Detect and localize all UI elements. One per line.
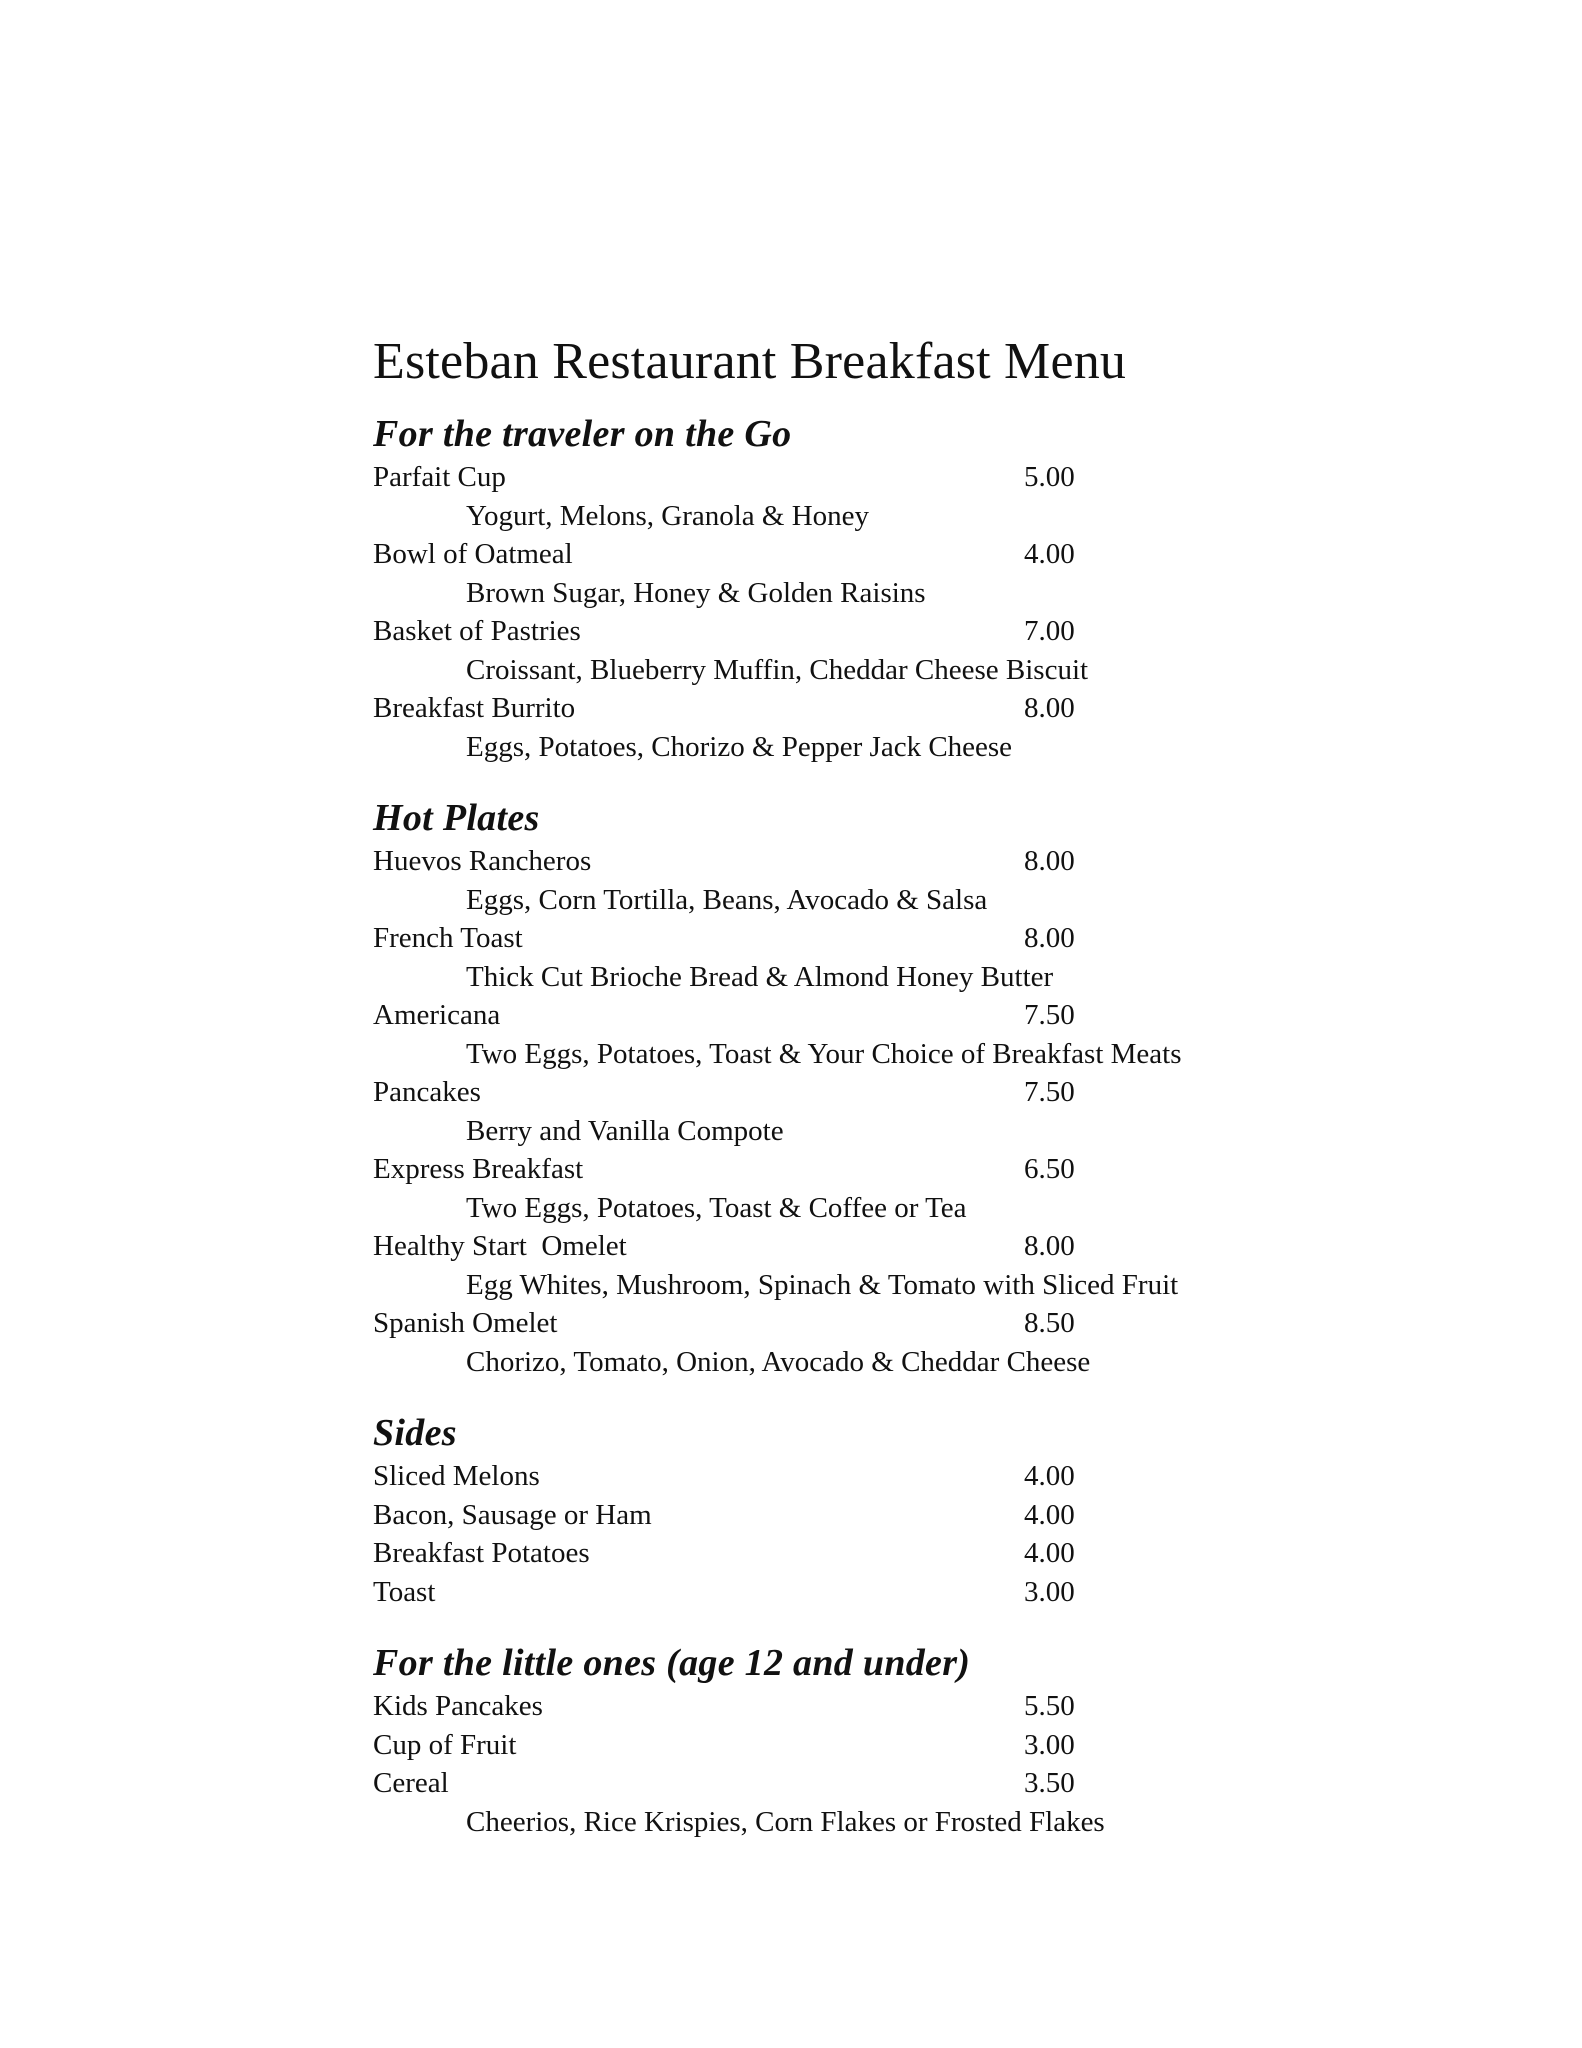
item-description: Egg Whites, Mushroom, Spinach & Tomato with Sliced Fruit: [466, 1268, 1179, 1301]
menu-item-row: [373, 1227, 1373, 1266]
menu-item-row: [373, 689, 1373, 728]
item-description: Yogurt, Melons, Granola & Honey: [466, 499, 870, 532]
item-price: 6.50: [1024, 1153, 1075, 1185]
item-price: 4.00: [1024, 1460, 1075, 1492]
item-name: Huevos Rancheros: [373, 845, 592, 877]
item-description: Eggs, Corn Tortilla, Beans, Avocado & Salsa: [466, 883, 988, 916]
section-hot-plates: [373, 796, 1373, 1381]
section-heading: Hot Plates: [373, 797, 540, 839]
section-heading: For the little ones (age 12 and under): [373, 1642, 971, 1684]
item-description: Brown Sugar, Honey & Golden Raisins: [466, 576, 926, 609]
item-name: Express Breakfast: [373, 1153, 584, 1185]
menu-item-row: [373, 996, 1373, 1035]
item-price: 4.00: [1024, 1498, 1075, 1531]
item-description: Berry and Vanilla Compote: [466, 1114, 784, 1147]
menu-item-row: [373, 1573, 1373, 1612]
item-price: 7.50: [1024, 1076, 1075, 1108]
item-description: Chorizo, Tomato, Onion, Avocado & Cheddar Cheese: [466, 1345, 1091, 1378]
item-description: Thick Cut Brioche Bread & Almond Honey Butter: [466, 960, 1054, 993]
item-name: Kids Pancakes: [373, 1690, 543, 1722]
menu-item-row: [373, 1304, 1373, 1343]
menu-item-row: [373, 458, 1373, 497]
item-price: 4.00: [1024, 538, 1075, 570]
item-name: Americana: [373, 999, 501, 1031]
item-price: 7.00: [1024, 615, 1075, 647]
item-price: 4.00: [1024, 1537, 1075, 1569]
section-sides: [373, 1411, 1373, 1611]
item-description: Croissant, Blueberry Muffin, Cheddar Cheese Biscuit: [466, 653, 1089, 686]
menu-item-row: [373, 1496, 1373, 1535]
item-price: 8.00: [1024, 692, 1075, 724]
menu-item-row: [373, 1457, 1373, 1496]
menu-item-row: [373, 1687, 1373, 1726]
item-description: Two Eggs, Potatoes, Toast & Coffee or Tea: [466, 1191, 967, 1224]
item-name: Cereal: [373, 1767, 449, 1799]
section-heading: Sides: [373, 1412, 457, 1454]
item-name: Breakfast Potatoes: [373, 1537, 590, 1569]
menu-item-row: [373, 842, 1373, 881]
item-name: Toast: [373, 1575, 436, 1608]
item-name: Sliced Melons: [373, 1460, 540, 1492]
item-price: 3.00: [1024, 1575, 1075, 1608]
menu-title: Esteban Restaurant Breakfast Menu: [373, 333, 1127, 390]
menu-item-row: [373, 1150, 1373, 1189]
menu-item-row: [373, 919, 1373, 958]
section-traveler: [373, 412, 1373, 766]
item-name: Cup of Fruit: [373, 1728, 517, 1761]
item-name: Bowl of Oatmeal: [373, 538, 573, 570]
menu-item-row: [373, 1726, 1373, 1765]
item-price: 8.00: [1024, 845, 1075, 877]
section-little-ones: [373, 1641, 1373, 1841]
item-name: Basket of Pastries: [373, 615, 581, 647]
item-price: 5.50: [1024, 1690, 1075, 1722]
item-name: Breakfast Burrito: [373, 692, 576, 724]
menu-item-row: [373, 535, 1373, 574]
item-price: 8.00: [1024, 1230, 1075, 1262]
menu-page: [373, 330, 1373, 1859]
menu-item-row: [373, 1764, 1373, 1803]
item-price: 7.50: [1024, 999, 1075, 1031]
item-name: Bacon, Sausage or Ham: [373, 1498, 652, 1531]
section-heading: For the traveler on the Go: [373, 413, 792, 455]
menu-item-row: [373, 1534, 1373, 1573]
item-price: 3.00: [1024, 1728, 1075, 1761]
menu-item-row: [373, 612, 1373, 651]
item-name: Pancakes: [373, 1076, 481, 1108]
item-name: Spanish Omelet: [373, 1307, 558, 1339]
item-description: Cheerios, Rice Krispies, Corn Flakes or Frosted Flakes: [466, 1805, 1105, 1838]
item-name: Parfait Cup: [373, 461, 506, 493]
item-name: French Toast: [373, 922, 523, 954]
menu-item-row: [373, 1073, 1373, 1112]
item-description: Two Eggs, Potatoes, Toast & Your Choice of Breakfast Meats: [466, 1037, 1182, 1070]
item-price: 5.00: [1024, 461, 1075, 493]
item-price: 8.00: [1024, 922, 1075, 954]
item-name: Healthy Start Omelet: [373, 1230, 627, 1262]
item-price: 3.50: [1024, 1767, 1075, 1799]
item-price: 8.50: [1024, 1307, 1075, 1339]
item-description: Eggs, Potatoes, Chorizo & Pepper Jack Cheese: [466, 730, 1013, 763]
